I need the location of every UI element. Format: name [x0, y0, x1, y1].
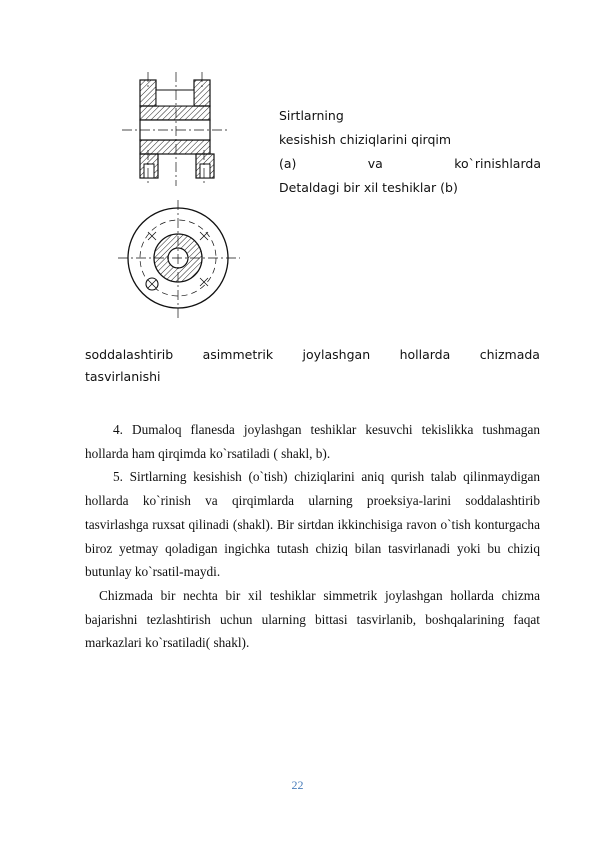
technical-drawing: [112, 68, 272, 330]
caption-line-2: kesishish chiziqlarini qirqim: [279, 132, 452, 147]
caption-line-4: Detaldagi bir xil teshiklar (b): [279, 180, 458, 195]
body-text: [85, 418, 540, 655]
paragraph-4: 4. Dumaloq flanesda joylashgan teshiklar kesuvchi tekislikka tushmagan hollarda ham qirqimda ko`rsatiladi ( shakl, b).: [85, 422, 540, 461]
caption-line-3: (a) va ko`rinishlarda: [279, 156, 541, 171]
figure-subcaption: [85, 344, 540, 388]
caption-line-1: Sirtlarning: [279, 108, 344, 123]
paragraph-5: 5. Sirtlarning kesishish (o`tish) chiziqlarini aniq qurish talab qilinmaydigan hollarda ko`rinish va qirqimlarda ularning proeksiya-larini soddalashtirib tasvirlashga ruxsat qilinadi (shakl). Bir sirtdan ikkinchisiga ravon o`tish konturgacha biroz yetmay qoladigan ingichka tutash chiziq bilan tasvirlanadi yoki bu chiziq butunlay ko`rsatil-maydi.: [85, 469, 540, 580]
page-number: 22: [291, 778, 304, 792]
subcaption-line-1: soddalashtirib asimmetrik joylashgan hollarda chizmada: [85, 347, 540, 362]
figure-caption: [279, 104, 541, 200]
paragraph-6: Chizmada bir nechta bir xil teshiklar simmetrik joylashgan hollarda chizma bajarishni tezlashtirish uchun ularning bittasi tasvirlanib, boshqalarining faqat markazlari ko`rsatiladi( shakl).: [85, 587, 540, 651]
subcaption-line-2: tasvirlanishi: [85, 369, 161, 384]
